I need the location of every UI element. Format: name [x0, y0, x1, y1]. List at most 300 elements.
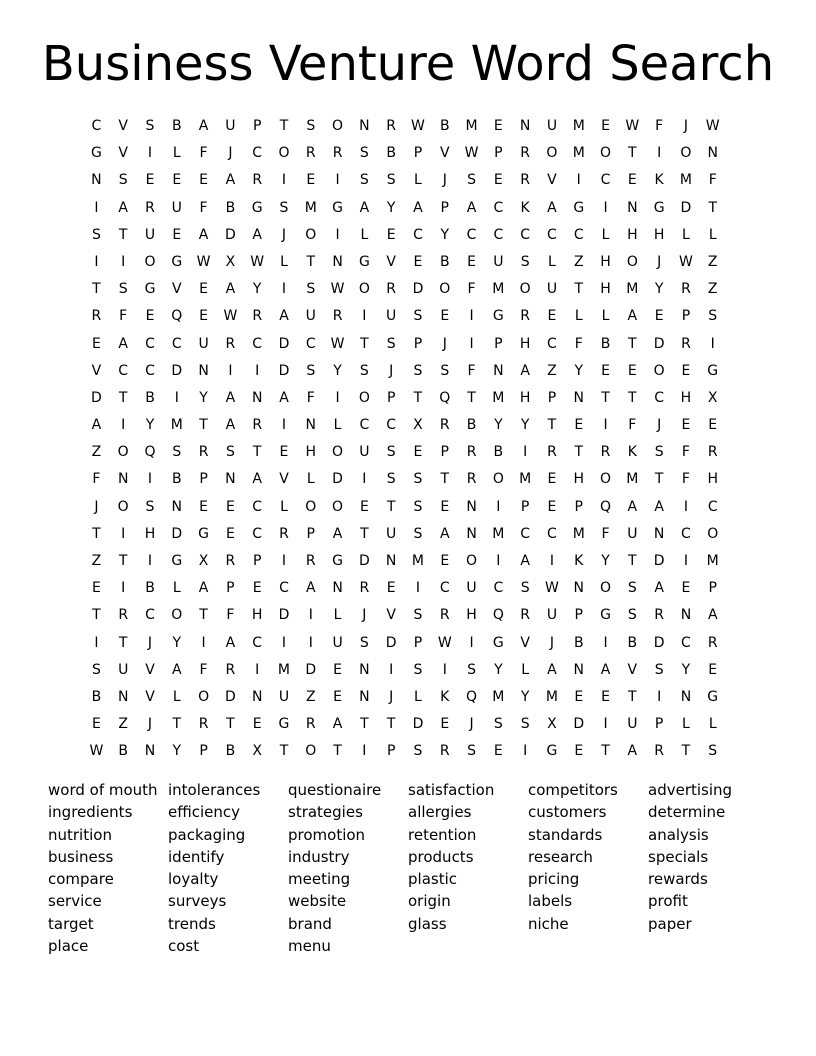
grid-letter: N	[680, 688, 692, 705]
grid-letter: Y	[494, 417, 503, 434]
grid-row	[83, 303, 726, 330]
word-bank-item: advertising	[648, 781, 733, 799]
grid-letter: P	[708, 580, 717, 597]
grid-letter: R	[654, 607, 664, 624]
grid-letter: C	[252, 498, 263, 515]
grid-letter: T	[279, 118, 289, 134]
word-bank-item: retention	[408, 825, 477, 844]
grid-letter: T	[654, 471, 664, 488]
grid-letter: X	[413, 417, 423, 434]
grid-letter: X	[198, 553, 209, 569]
grid-letter: Q	[171, 308, 183, 325]
grid-letter: C	[493, 580, 504, 597]
grid-letter: E	[440, 498, 450, 515]
grid-letter: U	[171, 199, 182, 216]
grid-letter: F	[226, 607, 235, 624]
grid-letter: P	[386, 389, 396, 406]
grid-letter: S	[118, 172, 128, 189]
grid-letter: A	[627, 498, 638, 515]
grid-letter: A	[225, 172, 236, 189]
grid-letter: T	[360, 525, 369, 542]
grid-letter: S	[306, 118, 316, 134]
grid-letter: R	[198, 716, 209, 733]
grid-letter: I	[710, 335, 715, 352]
grid-letter: S	[91, 226, 101, 243]
grid-letter: T	[386, 716, 396, 733]
grid-letter: R	[332, 308, 343, 325]
grid-letter: I	[496, 498, 501, 515]
grid-letter: A	[225, 389, 236, 406]
grid-letter: I	[415, 580, 421, 597]
grid-letter: E	[627, 172, 637, 189]
grid-letter: R	[198, 444, 209, 461]
grid-letter: E	[91, 580, 101, 597]
grid-letter: A	[332, 525, 343, 542]
grid-letter: I	[335, 226, 340, 243]
grid-letter: D	[332, 471, 343, 488]
grid-letter: V	[627, 661, 638, 678]
grid-letter: V	[386, 253, 396, 270]
grid-letter: Q	[600, 498, 612, 515]
grid-letter: N	[573, 661, 584, 678]
grid-letter: C	[252, 335, 263, 352]
grid-letter: L	[333, 417, 342, 434]
grid-letter: W	[437, 634, 452, 651]
grid-letter: U	[627, 716, 638, 733]
grid-letter: R	[225, 335, 236, 352]
grid-letter: I	[523, 444, 528, 461]
grid-letter: R	[439, 607, 450, 624]
grid-letter: U	[278, 688, 290, 705]
grid-letter: E	[440, 716, 450, 733]
grid-letter: Y	[520, 688, 530, 705]
grid-letter: F	[199, 199, 208, 216]
grid-letter: T	[440, 471, 450, 488]
grid-letter: I	[228, 362, 233, 379]
grid-letter: V	[145, 661, 155, 678]
grid-letter: E	[359, 498, 369, 515]
grid-letter: F	[708, 172, 717, 189]
grid-letter: N	[627, 199, 638, 216]
grid-letter: R	[252, 308, 263, 325]
grid-letter: I	[603, 199, 608, 216]
grid-letter: F	[681, 471, 690, 488]
grid-letter: C	[707, 498, 718, 515]
grid-letter: P	[520, 498, 530, 515]
grid-letter: A	[172, 661, 182, 678]
grid-letter: P	[574, 607, 583, 624]
grid-letter: T	[601, 743, 610, 760]
grid-letter: B	[600, 335, 611, 352]
grid-letter: E	[199, 308, 209, 325]
grid-letter: C	[145, 607, 155, 624]
word-bank-item: meeting	[288, 870, 351, 889]
grid-letter: G	[90, 145, 102, 162]
grid-letter: D	[680, 199, 692, 216]
grid-letter: E	[91, 335, 101, 352]
grid-letter: G	[144, 281, 156, 298]
grid-letter: E	[145, 172, 155, 189]
grid-letter: Q	[492, 607, 504, 624]
grid-letter: B	[439, 253, 450, 270]
grid-letter: D	[278, 335, 290, 352]
grid-letter: L	[172, 688, 181, 705]
grid-letter: R	[225, 553, 236, 569]
grid-letter: U	[546, 607, 558, 624]
grid-letter: V	[145, 688, 155, 705]
grid-letter: K	[654, 172, 664, 189]
word-bank-item: specials	[648, 847, 709, 866]
grid-letter: R	[305, 145, 316, 162]
grid-letter: E	[145, 308, 155, 325]
grid-letter: B	[171, 118, 182, 134]
grid-letter: M	[572, 118, 585, 134]
grid-letter: Y	[172, 634, 182, 651]
grid-letter: T	[708, 199, 717, 216]
word-bank-item: loyalty	[168, 870, 219, 889]
grid-letter: S	[386, 335, 396, 352]
grid-letter: A	[627, 308, 638, 325]
grid-letter: G	[707, 362, 719, 379]
grid-letter: I	[94, 199, 99, 216]
grid-letter: E	[681, 362, 691, 379]
grid-letter: R	[547, 444, 557, 461]
grid-letter: S	[467, 743, 476, 760]
grid-letter: I	[362, 743, 367, 760]
grid-letter: F	[601, 525, 610, 542]
grid-letter: I	[657, 688, 662, 705]
grid-letter: U	[466, 580, 477, 597]
grid-letter: O	[358, 389, 370, 406]
grid-letter: V	[172, 281, 182, 298]
grid-letter: F	[681, 444, 690, 461]
grid-letter: E	[601, 362, 610, 379]
grid-letter: P	[413, 335, 423, 352]
grid-letter: Z	[573, 253, 584, 270]
grid-letter: A	[466, 199, 477, 216]
grid-letter: B	[225, 199, 236, 216]
grid-letter: R	[439, 743, 450, 760]
grid-letter: R	[707, 444, 718, 461]
grid-letter: V	[91, 362, 102, 379]
grid-letter: B	[466, 417, 477, 434]
grid-letter: A	[600, 661, 611, 678]
grid-letter: H	[707, 471, 718, 488]
grid-letter: C	[493, 199, 504, 216]
grid-letter: E	[199, 172, 209, 189]
grid-letter: O	[358, 281, 370, 298]
grid-letter: F	[467, 281, 476, 298]
grid-letter: C	[118, 362, 129, 379]
grid-letter: S	[359, 634, 369, 651]
grid-letter: E	[333, 661, 342, 678]
grid-letter: S	[413, 362, 423, 379]
grid-letter: N	[225, 471, 236, 488]
grid-letter: X	[547, 716, 557, 733]
word-bank-item: business	[48, 847, 114, 866]
grid-row	[83, 167, 726, 194]
grid-letter: T	[92, 281, 101, 298]
grid-row	[83, 684, 726, 711]
grid-letter: R	[252, 172, 263, 189]
grid-letter: I	[201, 634, 206, 651]
grid-letter: J	[389, 362, 394, 379]
grid-letter: M	[572, 525, 585, 542]
grid-letter: B	[145, 389, 155, 406]
grid-letter: G	[358, 253, 370, 270]
grid-letter: G	[492, 308, 504, 325]
grid-letter: T	[628, 145, 637, 162]
grid-letter: S	[413, 498, 423, 515]
grid-letter: D	[653, 335, 665, 352]
grid-letter: T	[118, 634, 128, 651]
grid-letter: J	[147, 634, 153, 651]
grid-letter: S	[493, 716, 503, 733]
grid-letter: R	[600, 444, 611, 461]
grid-letter: A	[118, 335, 128, 352]
grid-letter: J	[683, 118, 688, 134]
grid-letter: R	[681, 335, 691, 352]
grid-letter: G	[278, 716, 290, 733]
grid-letter: P	[413, 145, 423, 162]
grid-letter: O	[600, 145, 612, 162]
grid-letter: D	[412, 281, 424, 298]
word-column	[528, 779, 648, 957]
grid-letter: I	[496, 553, 501, 569]
word-bank-item: menu	[288, 937, 331, 956]
grid-letter: J	[389, 688, 394, 705]
grid-letter: I	[121, 580, 126, 597]
grid-letter: S	[413, 525, 423, 542]
grid-row	[83, 358, 726, 385]
word-bank-item: paper	[648, 914, 692, 933]
grid-letter: T	[386, 498, 396, 515]
grid-letter: C	[145, 335, 155, 352]
grid-letter: M	[679, 172, 692, 189]
grid-row	[83, 195, 726, 222]
grid-letter: C	[654, 389, 665, 406]
grid-letter: M	[492, 688, 505, 705]
grid-letter: A	[627, 743, 638, 760]
grid-letter: I	[281, 417, 287, 434]
grid-letter: P	[494, 145, 503, 162]
grid-letter: U	[386, 525, 397, 542]
grid-letter: C	[681, 525, 691, 542]
grid-letter: E	[547, 308, 557, 325]
grid-letter: I	[362, 471, 367, 488]
grid-letter: L	[333, 607, 342, 624]
grid-letter: T	[628, 389, 637, 406]
grid-letter: R	[386, 281, 397, 298]
grid-letter: A	[225, 281, 236, 298]
grid-letter: E	[172, 226, 182, 243]
word-column	[48, 779, 168, 957]
grid-row	[83, 385, 726, 412]
grid-letter: T	[306, 253, 316, 270]
grid-letter: R	[91, 308, 102, 325]
grid-letter: E	[681, 417, 691, 434]
grid-letter: H	[519, 335, 531, 352]
grid-letter: I	[523, 743, 528, 760]
grid-letter: B	[171, 471, 182, 488]
grid-letter: U	[225, 118, 236, 134]
grid-letter: I	[683, 498, 688, 515]
grid-letter: M	[492, 281, 505, 298]
grid-letter: T	[118, 389, 128, 406]
grid-letter: S	[145, 498, 155, 515]
grid-letter: A	[305, 580, 316, 597]
grid-letter: S	[413, 308, 423, 325]
grid-letter: T	[333, 743, 342, 760]
grid-letter: P	[306, 525, 315, 542]
grid-row	[83, 711, 726, 738]
grid-letter: A	[252, 226, 262, 243]
grid-letter: V	[547, 172, 557, 189]
grid-letter: L	[280, 498, 288, 515]
grid-letter: Y	[494, 661, 503, 678]
grid-letter: T	[628, 335, 637, 352]
grid-letter: U	[118, 661, 129, 678]
grid-letter: D	[305, 661, 317, 678]
grid-letter: S	[708, 743, 718, 760]
grid-letter: W	[89, 743, 104, 760]
grid-letter: T	[547, 417, 557, 434]
grid-letter: I	[335, 389, 340, 406]
grid-letter: Q	[439, 389, 451, 406]
grid-letter: L	[601, 308, 610, 325]
grid-letter: J	[281, 226, 287, 243]
word-bank-item: nutrition	[48, 825, 112, 844]
grid-letter: N	[117, 688, 129, 705]
grid-letter: R	[386, 118, 397, 134]
grid-letter: E	[708, 661, 718, 678]
grid-letter: Y	[654, 281, 664, 298]
grid-letter: U	[144, 226, 156, 243]
word-bank-item: identify	[168, 847, 225, 866]
grid-letter: Z	[305, 688, 316, 705]
grid-letter: I	[549, 553, 555, 569]
grid-letter: V	[118, 145, 128, 162]
grid-letter: M	[626, 281, 639, 298]
grid-letter: E	[493, 743, 503, 760]
grid-letter: E	[601, 688, 610, 705]
grid-letter: Y	[574, 362, 584, 379]
grid-letter: N	[359, 118, 370, 134]
grid-letter: T	[118, 553, 128, 569]
grid-letter: R	[520, 145, 531, 162]
grid-letter: X	[252, 743, 262, 760]
grid-letter: N	[171, 498, 183, 515]
grid-letter: C	[466, 226, 477, 243]
grid-letter: A	[91, 417, 102, 434]
grid-letter: I	[121, 525, 126, 542]
grid-letter: R	[332, 145, 343, 162]
grid-letter: O	[626, 253, 638, 270]
grid-letter: D	[91, 389, 102, 406]
grid-letter: S	[359, 145, 369, 162]
grid-letter: S	[654, 444, 664, 461]
grid-letter: O	[653, 362, 665, 379]
grid-letter: C	[145, 362, 155, 379]
grid-row	[83, 466, 726, 493]
grid-letter: W	[625, 118, 640, 134]
grid-letter: H	[573, 471, 584, 488]
grid-letter: L	[708, 226, 717, 243]
grid-letter: H	[627, 226, 638, 243]
grid-letter: C	[386, 417, 397, 434]
grid-letter: O	[305, 498, 317, 515]
grid-letter: T	[574, 281, 584, 298]
grid-letter: X	[707, 389, 718, 406]
grid-letter: T	[467, 389, 476, 406]
grid-letter: N	[117, 471, 129, 488]
grid-letter: T	[279, 743, 289, 760]
grid-letter: J	[657, 253, 662, 270]
grid-letter: R	[520, 308, 531, 325]
grid-letter: O	[466, 553, 478, 569]
grid-letter: P	[386, 743, 396, 760]
word-bank-item: standards	[528, 825, 603, 844]
grid-letter: C	[547, 335, 557, 352]
word-bank-item: customers	[528, 803, 607, 822]
grid-letter: M	[519, 471, 532, 488]
grid-letter: P	[252, 118, 262, 134]
word-bank-item: trends	[168, 914, 216, 933]
grid-letter: I	[469, 335, 474, 352]
grid-letter: E	[252, 716, 262, 733]
grid-letter: D	[358, 553, 370, 569]
grid-letter: T	[92, 607, 101, 624]
grid-letter: O	[332, 444, 344, 461]
grid-letter: S	[145, 118, 155, 134]
grid-letter: E	[252, 580, 262, 597]
word-bank-item: efficiency	[168, 803, 241, 822]
grid-letter: Y	[252, 281, 262, 298]
grid-letter: M	[170, 417, 183, 434]
grid-letter: S	[386, 471, 396, 488]
grid-letter: P	[654, 716, 664, 733]
grid-letter: R	[225, 661, 236, 678]
grid-letter: N	[573, 389, 584, 406]
grid-letter: L	[172, 580, 181, 597]
grid-letter: I	[603, 634, 608, 651]
grid-letter: F	[199, 145, 208, 162]
grid-letter: Y	[199, 389, 208, 406]
grid-letter: M	[492, 389, 505, 406]
grid-letter: X	[225, 253, 236, 270]
grid-letter: N	[653, 525, 665, 542]
grid-letter: N	[519, 118, 531, 134]
grid-letter: T	[681, 743, 691, 760]
grid-letter: E	[386, 580, 396, 597]
grid-letter: H	[251, 607, 263, 624]
word-bank-item: competitors	[528, 781, 618, 799]
grid-letter: S	[225, 444, 235, 461]
grid-letter: G	[653, 199, 665, 216]
grid-letter: S	[359, 172, 369, 189]
grid-letter: S	[413, 607, 423, 624]
grid-letter: H	[680, 389, 692, 406]
grid-letter: R	[118, 607, 129, 624]
grid-letter: G	[573, 199, 585, 216]
grid-letter: M	[572, 145, 585, 162]
grid-letter: T	[252, 444, 262, 461]
grid-letter: I	[683, 553, 688, 569]
grid-letter: O	[546, 145, 558, 162]
grid-letter: A	[279, 308, 289, 325]
grid-letter: W	[705, 118, 720, 134]
grid-row	[83, 439, 726, 466]
